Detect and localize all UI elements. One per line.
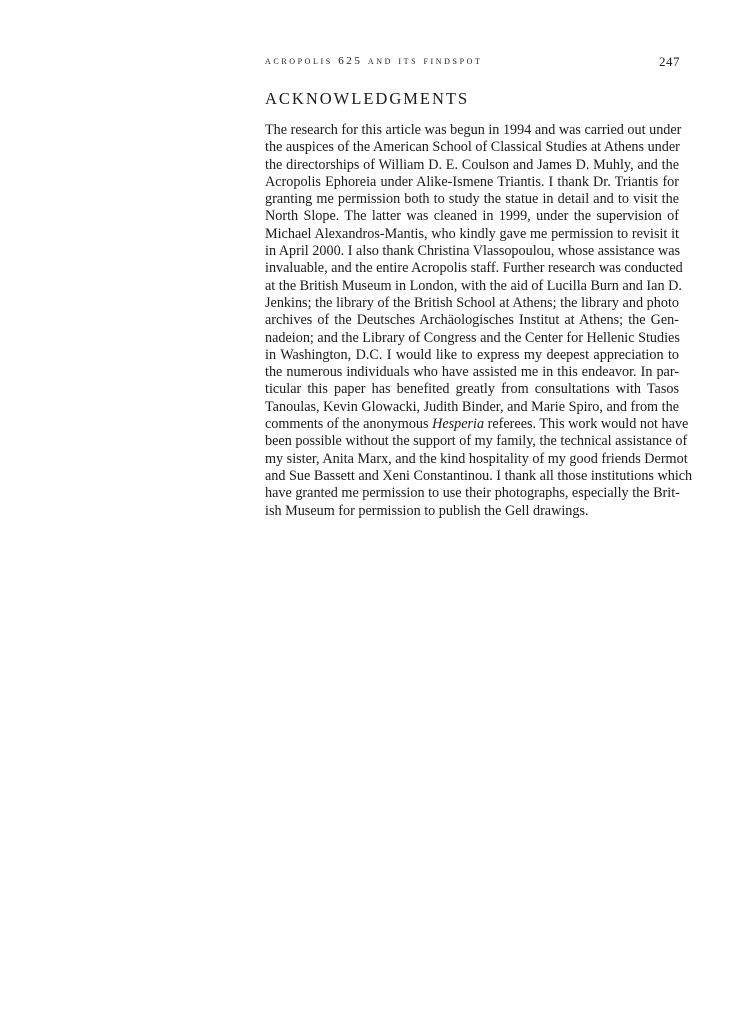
paragraph-line: in April 2000. I also thank Christina Vlassopoulou, whose assistance was [265,243,681,260]
paragraph-line: have granted me permission to use their photographs, especially the Brit- [265,485,680,502]
paragraph-line: my sister, Anita Marx, and the kind hospitality of my good friends Dermot [265,450,688,467]
paragraph-line: the numerous individuals who have assisted me in this endeavor. In par- [265,364,679,381]
paragraph-line: Michael Alexandros-Mantis, who kindly gave me permission to revisit it [265,225,679,242]
paragraph-line: ticular this paper has benefited greatly from consultations with Tasos [265,381,679,398]
section-heading: ACKNOWLEDGMENTS [265,89,470,108]
paragraph-line-with-italic [265,416,689,433]
paragraph-line: the auspices of the American School of Classical Studies at Athens under [265,139,680,156]
paragraph-line: and Sue Bassett and Xeni Constantinou. I thank all those institutions which [265,467,693,484]
paragraph-line: in Washington, D.C. I would like to express my deepest appreciation to [265,346,679,363]
line-text: referees. This work would not have [484,416,689,433]
running-head [265,55,680,71]
acknowledgments-paragraph [265,122,693,520]
journal-title-italic: Hesperia [432,416,485,433]
paragraph-line: been possible without the support of my family, the technical assistance of [265,433,688,450]
paragraph-line: Acropolis Ephoreia under Alike-Ismene Triantis. I thank Dr. Triantis for [265,173,679,190]
page-number: 247 [659,54,680,69]
paragraph-line: invaluable, and the entire Acropolis staff. Further research was conducted [265,260,683,277]
paragraph-line: at the British Museum in London, with the aid of Lucilla Burn and Ian D. [265,277,682,294]
paragraph-line: North Slope. The latter was cleaned in 1999, under the supervision of [265,208,679,225]
paragraph-line: ish Museum for permission to publish the Gell drawings. [265,502,589,519]
paragraph-line: the directorships of William D. E. Coulson and James D. Muhly, and the [265,156,679,173]
paragraph-line: nadeion; and the Library of Congress and the Center for Hellenic Studies [265,329,680,346]
paragraph-line: Tanoulas, Kevin Glowacki, Judith Binder, and Marie Spiro, and from the [265,398,679,415]
running-title: acropolis 625 and its findspot [265,55,483,67]
line-text: comments of the anonymous [265,416,433,433]
paragraph-line: granting me permission both to study the statue in detail and to visit the [265,191,679,208]
paragraph-line: archives of the Deutsches Archäologisches Institut at Athens; the Gen- [265,312,679,329]
paragraph-line: Jenkins; the library of the British School at Athens; the library and photo [265,294,679,311]
paragraph-line: The research for this article was begun in 1994 and was carried out under [265,122,682,138]
